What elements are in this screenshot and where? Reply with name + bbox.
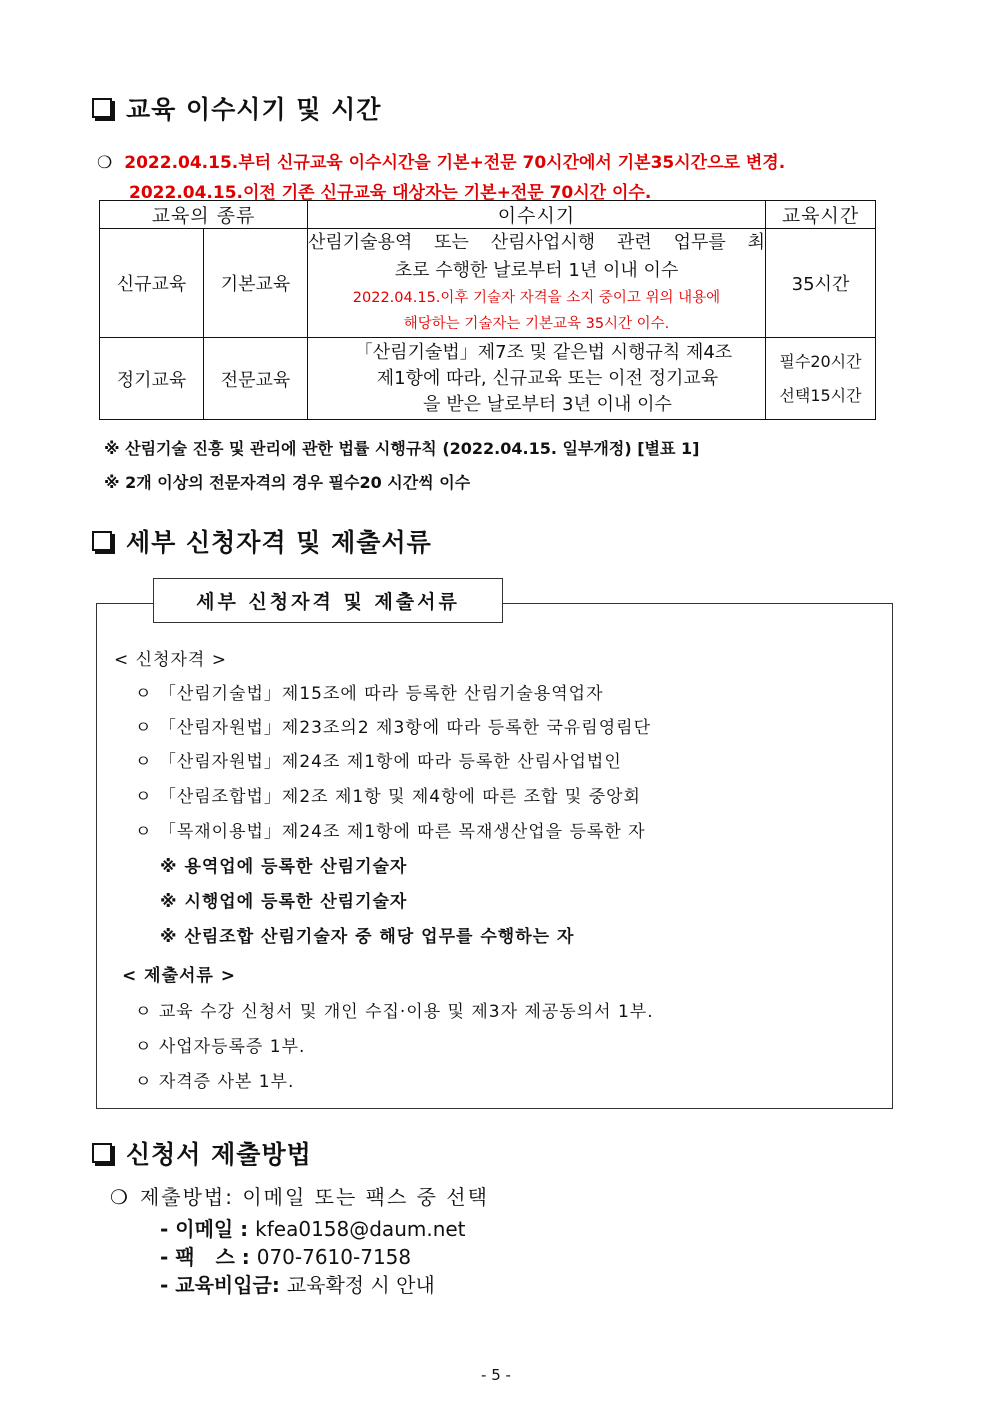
- list-item: ㅇ 「산림기술법」제15조에 따라 등록한 산림기술용역업자: [135, 684, 604, 704]
- list-item: ㅇ 「산림자원법」제24조 제1항에 따라 등록한 산림사업법인: [135, 752, 622, 772]
- list-item: ㅇ 사업자등록증 1부.: [135, 1037, 306, 1057]
- notice-line-2: 2022.04.15.이전 기존 신규교육 대상자는 기본+전문 70시간 이수.: [129, 183, 652, 203]
- row2-hours-required: 필수20시간: [779, 351, 862, 371]
- list-note: ※ 산림조합 산림기술자 중 해당 업무를 수행하는 자: [160, 927, 575, 947]
- method-intro: [110, 1181, 489, 1210]
- documents-heading: < 제출서류 >: [122, 966, 237, 986]
- row1-hours: 35시간: [766, 229, 876, 338]
- section-title-qualification: [92, 523, 432, 559]
- fee-value: 교육확정 시 안내: [286, 1273, 435, 1297]
- qualification-box-label: 세부 신청자격 및 제출서류: [153, 578, 503, 623]
- circle-bullet-icon: ❍: [110, 1185, 130, 1209]
- notice-line-1: [97, 148, 785, 173]
- qualification-heading: < 신청자격 >: [114, 650, 227, 670]
- circle-bullet-icon: ❍: [97, 153, 113, 173]
- page-number: - 5 -: [481, 1366, 511, 1384]
- list-item: ㅇ 「산림조합법」제2조 제1항 및 제4항에 따른 조합 및 중앙회: [135, 787, 641, 807]
- row2-hours: [766, 338, 876, 420]
- row1-type: 신규교육: [100, 229, 204, 338]
- header-hours: 교육시간: [766, 201, 876, 229]
- section-title-submission: [92, 1135, 312, 1171]
- list-item: ㅇ 「목재이용법」제24조 제1항에 따른 목재생산업을 등록한 자: [135, 822, 646, 842]
- row1-period: [308, 229, 766, 338]
- email-value[interactable]: kfea0158@daum.net: [255, 1217, 466, 1241]
- row1-line2: 초로 수행한 날로부터 1년 이내 이수: [394, 260, 679, 281]
- method-email: [160, 1213, 466, 1242]
- row1-line1: 산림기술용역 또는 산림사업시행 관련 업무를 최: [308, 232, 765, 253]
- table-row: [100, 338, 876, 420]
- header-type: 교육의 종류: [100, 201, 308, 229]
- row2-type: 정기교육: [100, 338, 204, 420]
- row1-red2: 해당하는 기술자는 기본교육 35시간 이수.: [403, 316, 670, 332]
- list-note: ※ 시행업에 등록한 산림기술자: [160, 892, 408, 912]
- list-note: ※ 용역업에 등록한 산림기술자: [160, 857, 408, 877]
- section-title-text: 세부 신청자격 및 제출서류: [126, 528, 432, 557]
- section-title-schedule: [92, 90, 381, 126]
- education-table: [99, 200, 876, 420]
- method-fee: [160, 1269, 435, 1298]
- row2-line2: 제1항에 따라, 신규교육 또는 이전 정기교육: [376, 367, 719, 389]
- footnote-multi-license: ※ 2개 이상의 전문자격의 경우 필수20 시간씩 이수: [104, 473, 471, 492]
- method-fax: [160, 1241, 411, 1270]
- list-item: ㅇ 교육 수강 신청서 및 개인 수집·이용 및 제3자 제공동의서 1부.: [135, 1002, 654, 1022]
- row2-hours-elective: 선택15시간: [779, 385, 862, 405]
- row2-period: [308, 338, 766, 420]
- row2-sub: 전문교육: [204, 338, 308, 420]
- row2-line1: 「산림기술법」제7조 및 같은법 시행규칙 제4조: [354, 341, 733, 363]
- table-row: [100, 229, 876, 338]
- section-title-text: 교육 이수시기 및 시간: [126, 95, 382, 124]
- table-header-row: [100, 201, 876, 229]
- checkbox-square-icon: [92, 1143, 112, 1163]
- list-item: ㅇ 「산림자원법」제23조의2 제3항에 따라 등록한 국유림영림단: [135, 718, 651, 738]
- row1-sub: 기본교육: [204, 229, 308, 338]
- checkbox-square-icon: [92, 98, 112, 118]
- footnote-law: ※ 산림기술 진흥 및 관리에 관한 법률 시행규칙 (2022.04.15. 일부개정) [별표 1]: [104, 439, 700, 458]
- section-title-text: 신청서 제출방법: [126, 1140, 312, 1169]
- fax-value: 070-7610-7158: [256, 1245, 412, 1269]
- fax-label: - 팩 스 :: [160, 1245, 257, 1269]
- row2-line3: 을 받은 날로부터 3년 이내 이수: [423, 393, 672, 415]
- header-period: 이수시기: [308, 201, 766, 229]
- fee-label: - 교육비입금:: [160, 1273, 287, 1297]
- checkbox-square-icon: [92, 531, 112, 551]
- method-intro-text: 제출방법: 이메일 또는 팩스 중 선택: [139, 1185, 489, 1209]
- email-label: - 이메일 :: [160, 1217, 256, 1241]
- notice-text-1: 2022.04.15.부터 신규교육 이수시간을 기본+전문 70시간에서 기본35시간으로 변경.: [124, 153, 786, 173]
- row1-red1: 2022.04.15.이후 기술자 자격을 소지 중이고 위의 내용에: [352, 290, 721, 306]
- list-item: ㅇ 자격증 사본 1부.: [135, 1072, 295, 1092]
